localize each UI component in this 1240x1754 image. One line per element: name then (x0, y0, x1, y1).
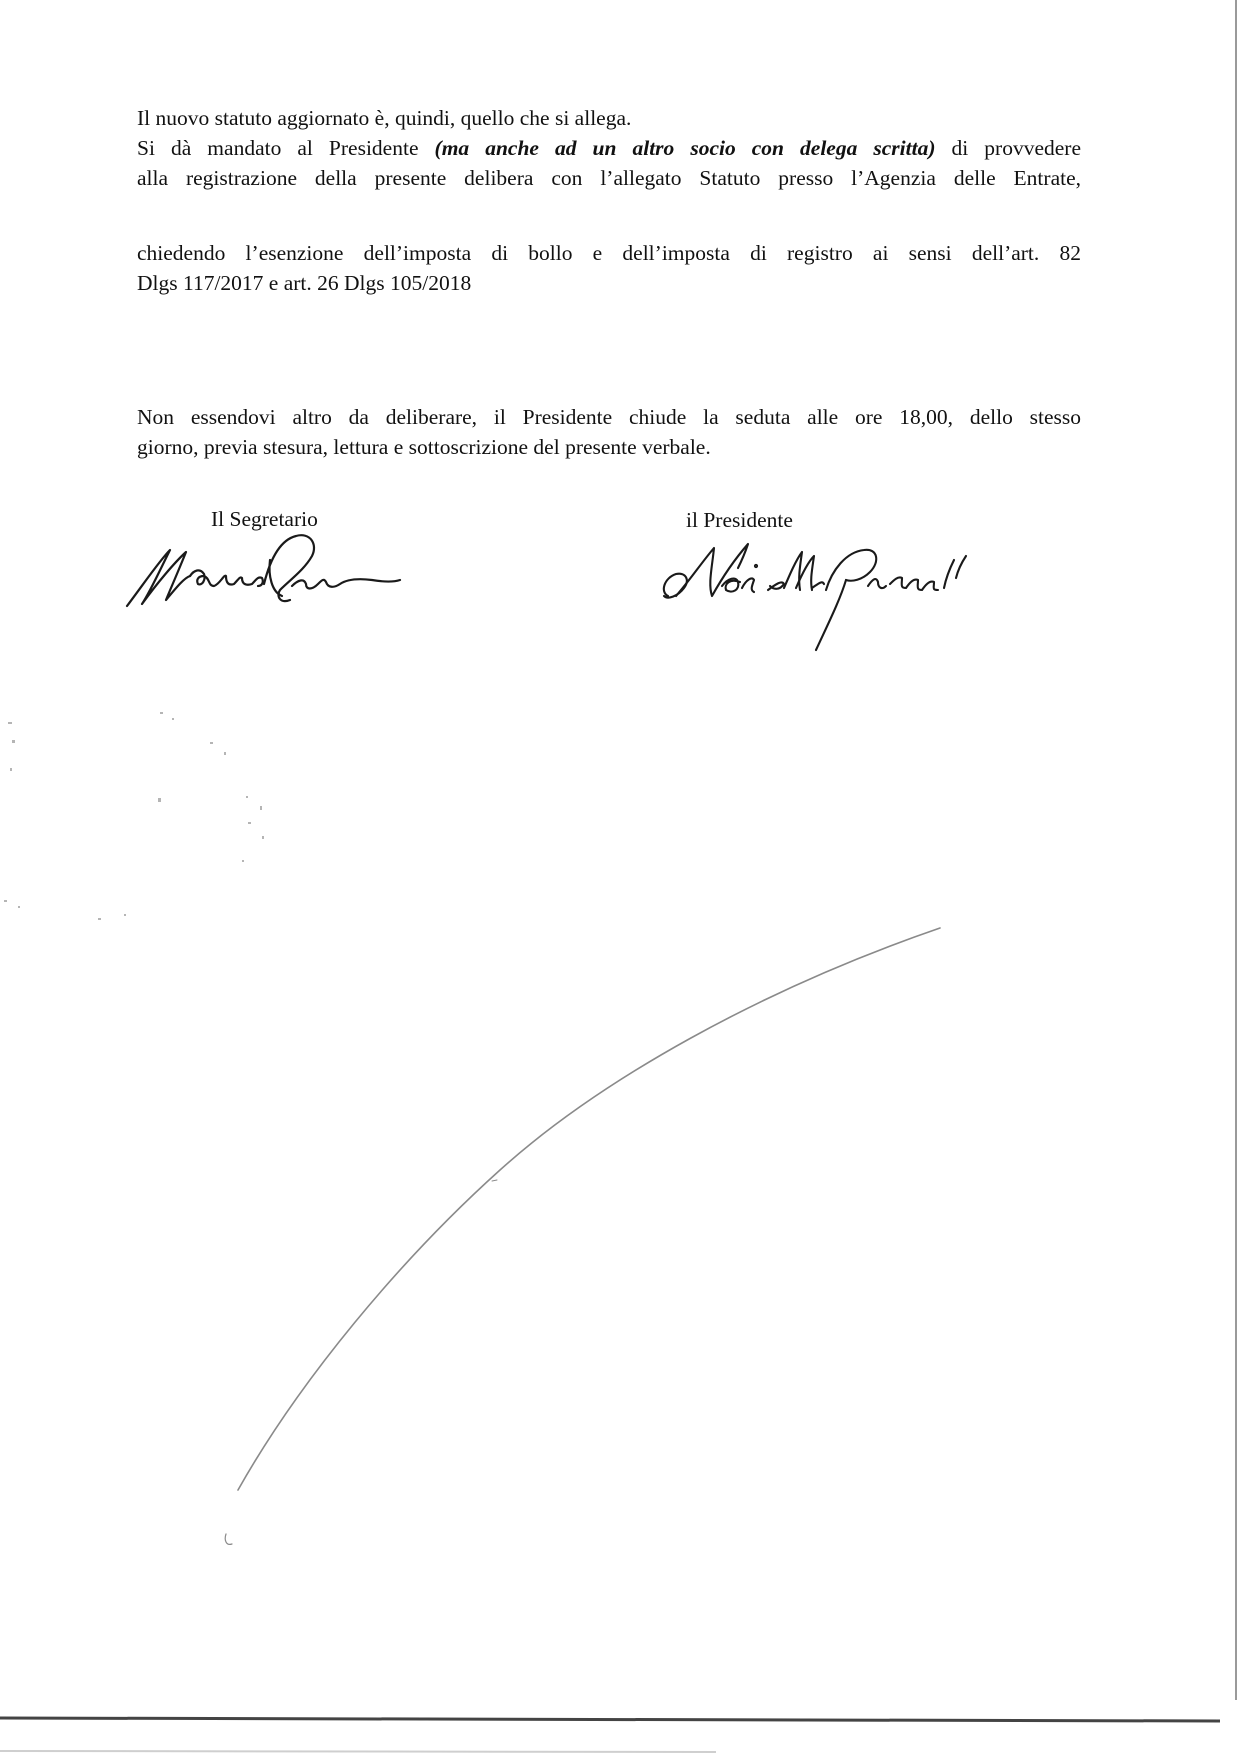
closing-line-2: giorno, previa stesura, lettura e sottoscrizione del presente verbale. (137, 435, 711, 459)
faint-stamp-traces (4, 712, 264, 920)
secretary-label: Il Segretario (211, 507, 318, 531)
paragraph-statute-mandate (137, 103, 1081, 193)
exemption-line: chiedendo l’esenzione dell’imposta di bollo e dell’imposta di registro ai sensi dell’art. 82 (137, 241, 1081, 265)
mandate-text-post: di provvedere (935, 136, 1081, 160)
pencil-diagonal-line (238, 928, 940, 1490)
mandate-emphasis: (ma anche ad un altro socio con delega scritta) (434, 136, 936, 160)
pencil-dash (492, 1180, 497, 1181)
closing-line: Non essendovi altro da deliberare, il Presidente chiude la seduta alle ore 18,00, dello stesso (137, 405, 1081, 429)
mandate-line (137, 133, 1081, 163)
law-reference-line: Dlgs 117/2017 e art. 26 Dlgs 105/2018 (137, 271, 472, 295)
secretary-signature (127, 535, 400, 606)
mandate-text-pre: Si dà mandato al Presidente (137, 136, 435, 160)
registration-line: alla registrazione della presente delibera con l’allegato Statuto presso l’Agenzia delle Entrate, (137, 166, 1081, 190)
scan-bottom-rule (0, 1718, 1220, 1721)
statute-line: Il nuovo statuto aggiornato è, quindi, quello che si allega. (137, 106, 632, 130)
president-label: il Presidente (686, 508, 793, 532)
paragraph-closing (137, 402, 1081, 462)
paragraph-exemption (137, 238, 1081, 298)
president-signature (664, 544, 966, 650)
pencil-mark (225, 1534, 232, 1544)
scan-bottom-shadow (0, 1751, 716, 1752)
